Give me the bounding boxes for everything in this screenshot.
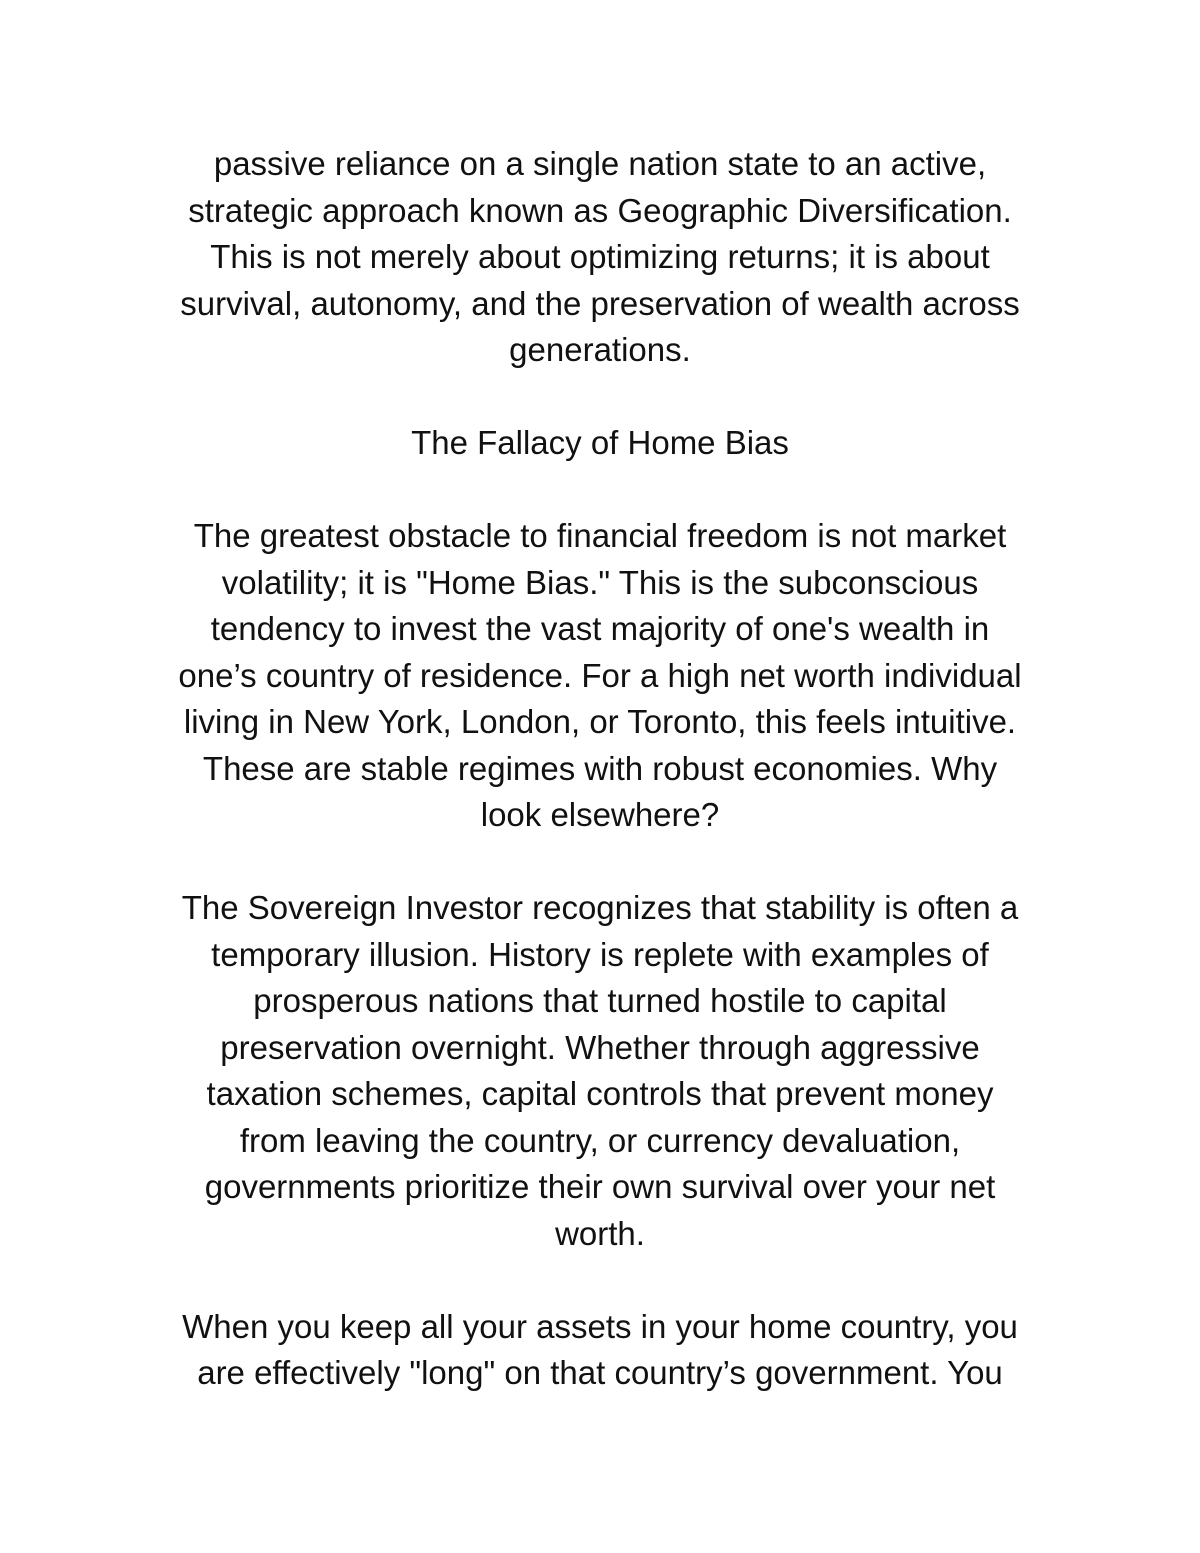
document-body: [140, 141, 1060, 1397]
paragraph-spacer: [140, 1257, 1060, 1304]
paragraph-intro: passive reliance on a single nation state to an active, strategic approach known as Geographic Diversification. This is not merely about optimizing returns; it is about survival, autonomy, and the preservation of wealth across generations.: [180, 145, 1020, 368]
paragraph-home-bias: The greatest obstacle to financial freedom is not market volatility; it is "Home Bias." This is the subconscious tendency to invest the vast majority of one's wealth in one’s country of residence. For a high net worth individual living in New York, London, or Toronto, this feels intuitive. These are stable regimes with robust economies. Why look elsewhere?: [178, 517, 1022, 833]
paragraph-home-country: When you keep all your assets in your home country, you are effectively "long" on that country’s government. You: [182, 1307, 1018, 1391]
section-heading: The Fallacy of Home Bias: [411, 424, 789, 461]
paragraph-sovereign-investor: The Sovereign Investor recognizes that stability is often a temporary illusion. History is replete with examples of prosperous nations that turned hostile to capital preservation overnight. Whether through aggressive taxation schemes, capital controls that prevent money from leaving the country, or currency devaluation, governments prioritize their own survival over your net worth.: [181, 889, 1019, 1252]
paragraph-spacer: [140, 839, 1060, 886]
paragraph-spacer: [140, 374, 1060, 421]
paragraph-spacer: [140, 467, 1060, 514]
